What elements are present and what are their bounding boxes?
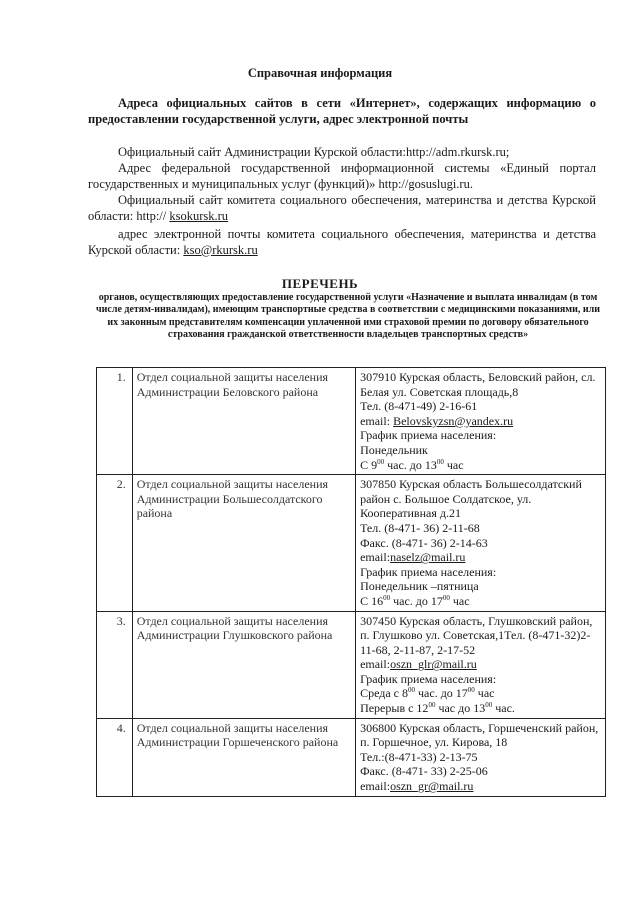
- email-text: адрес электронной почты комитета социального обеспечения, материнства и детства Курской области:: [88, 227, 596, 257]
- hours-end: час: [443, 457, 464, 472]
- break-mid: час до 13: [435, 701, 486, 716]
- table-row: [97, 718, 606, 796]
- schedule-hours: [360, 594, 601, 609]
- hours-mid: час. до 13: [384, 457, 437, 472]
- row-number: 1.: [97, 368, 133, 475]
- table-row: [97, 368, 606, 475]
- schedule-days: Понедельник –пятница: [360, 579, 479, 594]
- page-title: Справочная информация: [247, 66, 393, 80]
- schedule-days: Понедельник: [360, 442, 428, 457]
- agency-address: 307850 Курская область Большесолдатский район с. Большое Солдатское, ул. Кооперативная д.21: [360, 477, 582, 521]
- agency-phone: Тел. (8-471- 36) 2-11-68: [360, 520, 480, 535]
- schedule-label: График приема населения:: [360, 428, 497, 443]
- agency-address: 307910 Курская область, Беловский район, сл. Белая ул. Советская площадь,8: [360, 370, 596, 399]
- break-end: час.: [492, 701, 515, 716]
- row-number: 3.: [97, 611, 133, 718]
- list-subtitle: органов, осуществляющих предоставление государственной услуги «Назначение и выплата инвалидам (в том числе детям-инвалидам), имеющим транспортные средства в соответствии с медицинскими показаниями, или их законным представителям компенсации уплаченной ими страховой премии по договору обязательного страхования гражданской ответственности владельцев транспортных средств»: [96, 292, 600, 340]
- agency-phone: Тел.:(8-471-33) 2-13-75: [360, 749, 478, 764]
- agency-fax: Факс. (8-471- 36) 2-14-63: [360, 535, 488, 550]
- committee-site-paragraph: [88, 193, 596, 224]
- agency-contacts: [356, 368, 606, 475]
- agency-fax: Факс. (8-471- 33) 2-25-06: [360, 764, 488, 779]
- agency-contacts: [356, 718, 606, 796]
- hours-mid: час. до 17: [415, 686, 468, 701]
- schedule-label: График приема населения:: [360, 564, 497, 579]
- hours-mid: час. до 17: [390, 593, 443, 608]
- table-row: [97, 611, 606, 718]
- agency-contacts: [356, 611, 606, 718]
- intro-paragraph: Адреса официальных сайтов в сети «Интернет», содержащих информацию о предоставлении государственной услуги, адрес электронной почты: [88, 96, 596, 126]
- schedule-label: График приема населения:: [360, 671, 497, 686]
- admin-site-line: Официальный сайт Администрации Курской области:http://adm.rkursk.ru;: [118, 145, 510, 159]
- agency-email-link[interactable]: oszn_glr@mail.ru: [390, 657, 477, 672]
- break-from: Перерыв с 12: [360, 701, 429, 716]
- superscript: 00: [377, 457, 385, 466]
- committee-site-text: Официальный сайт комитета социального обеспечения, материнства и детства Курской области: http://: [88, 193, 596, 223]
- superscript: 00: [408, 686, 415, 695]
- agency-name: Отдел социальной защиты населения Администрации Горшеченского района: [132, 718, 355, 796]
- hours-from: С 9: [360, 457, 378, 472]
- superscript: 00: [485, 701, 493, 710]
- agency-email-link[interactable]: oszn_gr@mail.ru: [390, 779, 474, 794]
- email-label: email:: [360, 779, 391, 794]
- superscript: 00: [436, 457, 444, 466]
- agency-email-line: [360, 657, 601, 672]
- agency-name: Отдел социальной защиты населения Администрации Глушковского района: [132, 611, 355, 718]
- agency-email-link[interactable]: Belovskyzsn@yandex.ru: [393, 413, 514, 428]
- hours-from: С 16: [360, 593, 384, 608]
- agency-phone: Тел. (8-471-49) 2-16-61: [360, 399, 478, 414]
- table-row: [97, 475, 606, 611]
- email-paragraph: [88, 227, 596, 258]
- email-label: email:: [360, 550, 391, 565]
- committee-email-link[interactable]: kso@rkursk.ru: [183, 242, 258, 257]
- agency-email-link[interactable]: naselz@mail.ru: [390, 550, 466, 565]
- row-number: 4.: [97, 718, 133, 796]
- email-label: email:: [360, 413, 394, 428]
- hours-end: час: [474, 686, 495, 701]
- committee-site-link[interactable]: ksokursk.ru: [169, 208, 229, 223]
- email-label: email:: [360, 657, 391, 672]
- hours-end: час: [449, 593, 470, 608]
- superscript: 00: [428, 701, 436, 710]
- superscript: 00: [442, 593, 450, 602]
- row-number: 2.: [97, 475, 133, 611]
- agency-name: Отдел социальной защиты населения Администрации Беловского района: [132, 368, 355, 475]
- schedule-hours: [360, 458, 601, 473]
- agency-address: 306800 Курская область, Горшеченский район, п. Горшечное, ул. Кирова, 18: [360, 720, 599, 750]
- agency-email-line: [360, 779, 601, 794]
- superscript: 00: [383, 593, 391, 602]
- agency-contacts: [356, 475, 606, 611]
- schedule-break: [360, 701, 601, 716]
- list-title: ПЕРЕЧЕНЬ: [281, 276, 359, 291]
- hours-from: Среда с 8: [360, 686, 408, 701]
- agency-email-line: [360, 414, 601, 429]
- agency-name: Отдел социальной защиты населения Администрации Большесолдатского района: [132, 475, 355, 611]
- agency-address: 307450 Курская область, Глушковский район, п. Глушково ул. Советская,1Тел. (8-471-32)2-11-68, 2-11-87, 2-17-52: [360, 613, 593, 657]
- agency-email-line: [360, 550, 601, 565]
- portal-site-paragraph: Адрес федеральной государственной информационной системы «Единый портал государственных и муниципальных услуг (функций)» http://gosuslugi.ru.: [88, 161, 596, 191]
- agencies-table: [96, 367, 606, 797]
- superscript: 00: [467, 686, 475, 695]
- schedule-hours: [360, 686, 601, 701]
